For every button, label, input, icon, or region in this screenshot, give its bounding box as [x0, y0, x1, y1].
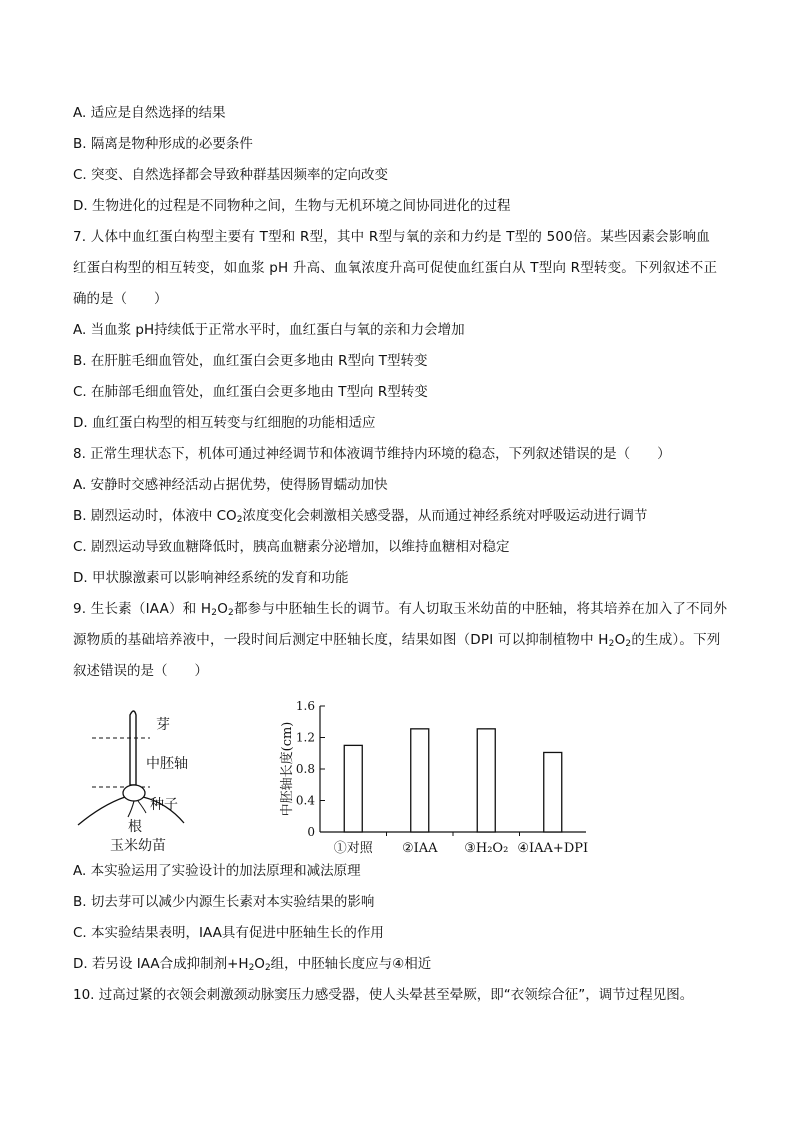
seedling-caption: 玉米幼苗 [110, 838, 166, 854]
q9-stem-2-sub-1: 2 [608, 639, 615, 649]
q7-option-a: A. 当血浆 pH持续低于正常水平时，血红蛋白与氧的亲和力会增加 [73, 322, 465, 338]
q9-option-d-mid: O [254, 956, 265, 972]
category-label-3: ③H₂O₂ [464, 841, 509, 856]
q9-option-c: C. 本实验结果表明，IAA具有促进中胚轴生长的作用 [73, 925, 384, 941]
y-tick-label: 1.6 [295, 699, 315, 713]
bar-4 [544, 752, 562, 832]
category-label-1: ①对照 [333, 841, 373, 856]
q9-stem-line-2 [73, 631, 721, 649]
q9-option-d [73, 955, 431, 973]
q8-option-b [73, 507, 647, 525]
label-bud: 芽 [156, 717, 170, 733]
root-small [138, 801, 146, 813]
q7-option-b: B. 在肝脏毛细血管处，血红蛋白会更多地由 R型向 T型转变 [73, 353, 428, 369]
y-tick-label: 0.4 [295, 793, 315, 808]
root-left [78, 797, 125, 825]
q7-option-d: D. 血红蛋白构型的相互转变与红细胞的功能相适应 [73, 415, 376, 431]
q6-option-c: C. 突变、自然选择都会导致种群基因频率的定向改变 [73, 167, 389, 183]
q9-stem-1-sub-1: 2 [211, 608, 218, 618]
y-tick-label: 0 [307, 825, 315, 839]
q9-stem-2-post: 的生成）。下列 [631, 632, 721, 648]
label-root: 根 [128, 819, 142, 835]
bar-chart [276, 698, 596, 860]
q6-option-b: B. 隔离是物种形成的必要条件 [73, 136, 253, 152]
q9-stem-2-mid: O [614, 632, 626, 648]
y-tick-label: 1.2 [295, 730, 315, 745]
bar-1 [344, 745, 362, 832]
q9-stem-1-sub-2: 2 [228, 608, 234, 618]
seedling-diagram [72, 705, 202, 855]
q9-stem-line-3: 叙述错误的是（ ） [73, 663, 208, 679]
q9-option-d-sub-1: 2 [248, 963, 255, 973]
q7-stem-line-2: 红蛋白构型的相互转变，如血浆 pH 升高、血氧浓度升高可促使血红蛋白从 T型向 R型转变。下列叙述不正 [73, 260, 718, 276]
q9-option-d-post: 组，中胚轴长度应与④相近 [270, 956, 432, 972]
q10-stem: 10. 过高过紧的衣领会刺激颈动脉窦压力感受器，使人头晕甚至晕厥，即“衣领综合征”，调节过程见图。 [73, 987, 694, 1003]
q7-stem-line-1: 7. 人体中血红蛋白构型主要有 T型和 R型，其中 R型与氧的亲和力约是 T型的 500倍。某些因素会影响血 [73, 229, 710, 245]
q7-stem-line-3: 确的是（ ） [73, 291, 168, 307]
category-label-4: ④IAA+DPI [517, 841, 589, 856]
q8-stem: 8. 正常生理状态下，机体可通过神经调节和体液调节维持内环境的稳态，下列叙述错误的是（ ） [73, 446, 671, 462]
q8-option-b-subscript: 2 [236, 515, 243, 525]
root-middle [128, 801, 134, 817]
bar-3 [477, 729, 495, 832]
q8-option-b-post: 浓度变化会刺激相关感受器，从而通过神经系统对呼吸运动进行调节 [242, 508, 648, 524]
y-tick-label: 0.8 [295, 762, 315, 776]
q9-stem-1-pre: 9. 生长素（IAA）和 H [73, 601, 212, 617]
category-label-2: ②IAA [401, 841, 438, 856]
y-axis-label: 中胚轴长度(cm) [280, 721, 295, 817]
q9-stem-2-pre: 源物质的基础培养液中，一段时间后测定中胚轴长度，结果如图（DPI 可以抑制植物中 H [73, 632, 609, 648]
label-mesocotyl: 中胚轴 [146, 756, 188, 772]
q9-stem-1-mid: O [217, 601, 229, 617]
q8-option-a: A. 安静时交感神经活动占据优势，使得肠胃蠕动加快 [73, 477, 388, 493]
q9-option-a: A. 本实验运用了实验设计的加法原理和减法原理 [73, 863, 361, 879]
label-seed: 种子 [150, 797, 178, 813]
q9-option-b: B. 切去芽可以减少内源生长素对本实验结果的影响 [73, 894, 375, 910]
q8-option-d: D. 甲状腺激素可以影响神经系统的发育和功能 [73, 570, 349, 586]
q9-stem-1-post: 都参与中胚轴生长的调节。有人切取玉米幼苗的中胚轴，将其培养在加入了不同外 [233, 601, 728, 617]
q9-stem-2-sub-2: 2 [625, 639, 632, 649]
seedling-bud [130, 711, 136, 785]
q9-option-d-sub-2: 2 [264, 963, 271, 973]
q8-option-b-pre: B. 剧烈运动时，体液中 CO [73, 508, 237, 524]
q7-option-c: C. 在肺部毛细血管处，血红蛋白会更多地由 T型向 R型转变 [73, 384, 428, 400]
bar-2 [411, 729, 429, 832]
q6-option-d: D. 生物进化的过程是不同物种之间，生物与无机环境之间协同进化的过程 [73, 198, 511, 214]
q9-option-d-pre: D. 若另设 IAA合成抑制剂+H [73, 956, 249, 972]
q8-option-c: C. 剧烈运动导致血糖降低时，胰高血糖素分泌增加，以维持血糖相对稳定 [73, 539, 510, 555]
q9-stem-line-1 [73, 600, 727, 618]
q6-option-a: A. 适应是自然选择的结果 [73, 105, 226, 121]
seed-shape [123, 785, 145, 801]
